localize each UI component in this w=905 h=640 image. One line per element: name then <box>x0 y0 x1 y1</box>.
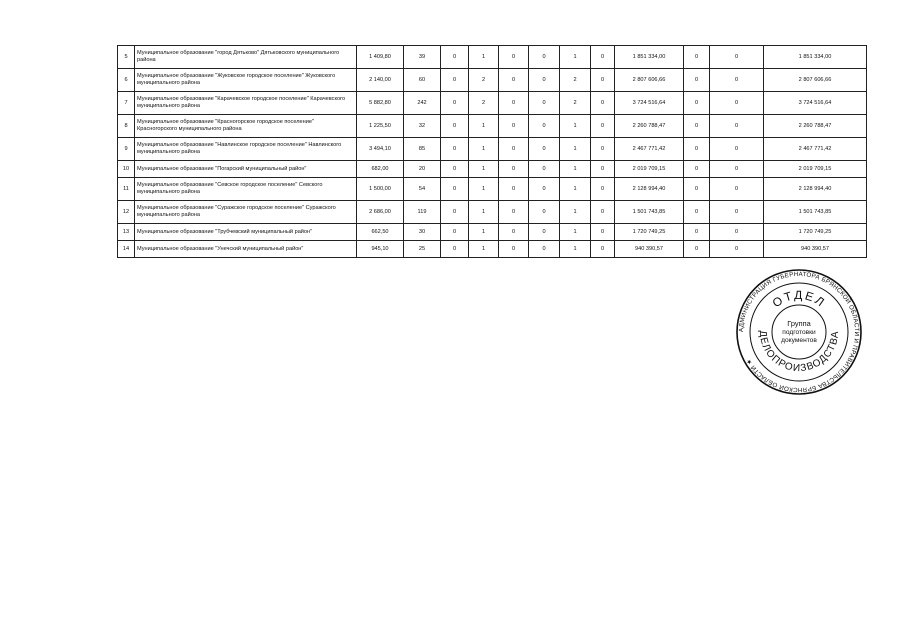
cell-people: 25 <box>404 241 441 258</box>
cell-area: 682,00 <box>357 161 404 178</box>
cell-c3: 0 <box>499 138 529 161</box>
cell-total: 2 019 709,15 <box>764 161 867 178</box>
cell-c8: 0 <box>710 115 764 138</box>
cell-c2: 1 <box>469 224 499 241</box>
cell-c2: 1 <box>469 46 499 69</box>
cell-c4: 0 <box>529 161 560 178</box>
cell-n: 8 <box>118 115 135 138</box>
cell-c8: 0 <box>710 161 764 178</box>
cell-c1: 0 <box>441 161 469 178</box>
cell-c7: 0 <box>684 178 710 201</box>
cell-c1: 0 <box>441 201 469 224</box>
cell-n: 12 <box>118 201 135 224</box>
cell-c2: 1 <box>469 138 499 161</box>
cell-c7: 0 <box>684 241 710 258</box>
cell-c4: 0 <box>529 138 560 161</box>
cell-c1: 0 <box>441 178 469 201</box>
cell-total: 1 720 749,25 <box>764 224 867 241</box>
cell-c1: 0 <box>441 46 469 69</box>
cell-c5: 1 <box>560 224 591 241</box>
cell-c3: 0 <box>499 92 529 115</box>
cell-c6: 0 <box>591 201 615 224</box>
cell-c2: 2 <box>469 92 499 115</box>
cell-total: 2 260 788,47 <box>764 115 867 138</box>
cell-c7: 0 <box>684 115 710 138</box>
cell-c2: 1 <box>469 201 499 224</box>
cell-people: 119 <box>404 201 441 224</box>
cell-c3: 0 <box>499 241 529 258</box>
stamp-ring-text: АДМИНИСТРАЦИЯ ГУБЕРНАТОРА БРЯНСКОЙ ОБЛАСТИ И ПРАВИТЕЛЬСТВА БРЯНСКОЙ ОБЛАСТИ ★ <box>737 270 861 394</box>
cell-area: 3 494,10 <box>357 138 404 161</box>
cell-c5: 1 <box>560 241 591 258</box>
cell-sum: 2 128 994,40 <box>615 178 684 201</box>
cell-sum: 2 807 606,66 <box>615 69 684 92</box>
cell-n: 14 <box>118 241 135 258</box>
cell-c6: 0 <box>591 138 615 161</box>
cell-c7: 0 <box>684 224 710 241</box>
table-row <box>118 224 867 241</box>
cell-c3: 0 <box>499 161 529 178</box>
table-row <box>118 115 867 138</box>
cell-total: 1 501 743,85 <box>764 201 867 224</box>
cell-people: 54 <box>404 178 441 201</box>
cell-total: 940 390,57 <box>764 241 867 258</box>
cell-area: 2 140,00 <box>357 69 404 92</box>
cell-sum: 1 720 749,25 <box>615 224 684 241</box>
cell-c3: 0 <box>499 115 529 138</box>
cell-name: Муниципальное образование "Жуковское городское поселение" Жуковского муниципального района <box>135 69 357 92</box>
cell-n: 11 <box>118 178 135 201</box>
cell-total: 1 851 334,00 <box>764 46 867 69</box>
cell-people: 20 <box>404 161 441 178</box>
cell-n: 9 <box>118 138 135 161</box>
cell-c5: 1 <box>560 178 591 201</box>
cell-c3: 0 <box>499 69 529 92</box>
cell-name: Муниципальное образование "Унечский муниципальный район" <box>135 241 357 258</box>
cell-c4: 0 <box>529 69 560 92</box>
cell-sum: 3 724 516,64 <box>615 92 684 115</box>
cell-name: Муниципальное образование "Карачевское городское поселение" Карачевского муниципального района <box>135 92 357 115</box>
cell-c5: 1 <box>560 115 591 138</box>
cell-people: 32 <box>404 115 441 138</box>
cell-name: Муниципальное образование "Навлинское городское поселение" Навлинского муниципального района <box>135 138 357 161</box>
cell-total: 2 128 994,40 <box>764 178 867 201</box>
cell-c7: 0 <box>684 46 710 69</box>
cell-c2: 1 <box>469 178 499 201</box>
table-row <box>118 201 867 224</box>
cell-c3: 0 <box>499 46 529 69</box>
cell-c8: 0 <box>710 178 764 201</box>
cell-n: 6 <box>118 69 135 92</box>
cell-c7: 0 <box>684 161 710 178</box>
cell-people: 242 <box>404 92 441 115</box>
cell-c6: 0 <box>591 46 615 69</box>
cell-people: 39 <box>404 46 441 69</box>
cell-c2: 1 <box>469 161 499 178</box>
office-stamp <box>735 268 863 396</box>
cell-c6: 0 <box>591 69 615 92</box>
cell-c5: 1 <box>560 161 591 178</box>
cell-sum: 1 851 334,00 <box>615 46 684 69</box>
cell-sum: 2 467 771,42 <box>615 138 684 161</box>
stamp-center-line1: Группа <box>787 319 811 328</box>
cell-c2: 2 <box>469 69 499 92</box>
cell-c8: 0 <box>710 138 764 161</box>
cell-c5: 2 <box>560 92 591 115</box>
stamp-bottom-text: ДЕЛОПРОИЗВОДСТВА <box>756 330 842 375</box>
cell-c7: 0 <box>684 201 710 224</box>
cell-c6: 0 <box>591 92 615 115</box>
cell-c1: 0 <box>441 241 469 258</box>
cell-c4: 0 <box>529 115 560 138</box>
cell-people: 85 <box>404 138 441 161</box>
table-row <box>118 241 867 258</box>
table-body <box>118 46 867 258</box>
cell-c6: 0 <box>591 115 615 138</box>
cell-c8: 0 <box>710 224 764 241</box>
cell-name: Муниципальное образование "Суражское городское поселение" Суражского муниципального района <box>135 201 357 224</box>
table-row <box>118 178 867 201</box>
cell-c6: 0 <box>591 224 615 241</box>
cell-c6: 0 <box>591 178 615 201</box>
cell-c6: 0 <box>591 161 615 178</box>
cell-name: Муниципальное образование "Погарский муниципальный район" <box>135 161 357 178</box>
table-row <box>118 92 867 115</box>
cell-sum: 2 019 709,15 <box>615 161 684 178</box>
cell-c7: 0 <box>684 69 710 92</box>
cell-name: Муниципальное образование "Севское городское поселение" Севского муниципального района <box>135 178 357 201</box>
cell-n: 13 <box>118 224 135 241</box>
cell-area: 945,10 <box>357 241 404 258</box>
cell-c8: 0 <box>710 46 764 69</box>
stamp-center-line3: документов <box>781 337 817 344</box>
cell-c7: 0 <box>684 138 710 161</box>
budget-table <box>117 45 867 258</box>
cell-c6: 0 <box>591 241 615 258</box>
cell-c4: 0 <box>529 241 560 258</box>
cell-c1: 0 <box>441 92 469 115</box>
cell-c1: 0 <box>441 138 469 161</box>
cell-people: 60 <box>404 69 441 92</box>
cell-c2: 1 <box>469 115 499 138</box>
cell-c4: 0 <box>529 178 560 201</box>
cell-area: 662,50 <box>357 224 404 241</box>
cell-c4: 0 <box>529 201 560 224</box>
cell-c3: 0 <box>499 224 529 241</box>
table-row <box>118 69 867 92</box>
cell-n: 5 <box>118 46 135 69</box>
cell-people: 30 <box>404 224 441 241</box>
cell-sum: 1 501 743,85 <box>615 201 684 224</box>
cell-total: 2 467 771,42 <box>764 138 867 161</box>
cell-c3: 0 <box>499 201 529 224</box>
cell-c7: 0 <box>684 92 710 115</box>
cell-c5: 1 <box>560 201 591 224</box>
cell-c4: 0 <box>529 46 560 69</box>
stamp-center-line2: подготовки <box>782 329 816 336</box>
cell-c4: 0 <box>529 92 560 115</box>
stamp-top-text: ОТДЕЛ <box>769 287 829 311</box>
cell-area: 1 409,80 <box>357 46 404 69</box>
cell-c1: 0 <box>441 115 469 138</box>
cell-area: 1 500,00 <box>357 178 404 201</box>
cell-name: Муниципальное образование "город Дятьково" Дятьковского муниципального района <box>135 46 357 69</box>
cell-c3: 0 <box>499 178 529 201</box>
cell-total: 2 807 606,66 <box>764 69 867 92</box>
cell-n: 10 <box>118 161 135 178</box>
table-row <box>118 46 867 69</box>
cell-c4: 0 <box>529 224 560 241</box>
cell-c5: 1 <box>560 46 591 69</box>
cell-c1: 0 <box>441 69 469 92</box>
cell-n: 7 <box>118 92 135 115</box>
cell-area: 2 686,00 <box>357 201 404 224</box>
table-row <box>118 138 867 161</box>
cell-sum: 2 260 788,47 <box>615 115 684 138</box>
cell-sum: 940 390,57 <box>615 241 684 258</box>
table-row <box>118 161 867 178</box>
cell-c8: 0 <box>710 69 764 92</box>
cell-c8: 0 <box>710 92 764 115</box>
cell-c5: 2 <box>560 69 591 92</box>
cell-area: 5 882,80 <box>357 92 404 115</box>
cell-c8: 0 <box>710 241 764 258</box>
cell-c2: 1 <box>469 241 499 258</box>
cell-name: Муниципальное образование "Трубчевский муниципальный район" <box>135 224 357 241</box>
cell-c1: 0 <box>441 224 469 241</box>
cell-total: 3 724 516,64 <box>764 92 867 115</box>
cell-c8: 0 <box>710 201 764 224</box>
cell-name: Муниципальное образование "Красногорское городское поселение" Красногорского муниципального района <box>135 115 357 138</box>
cell-area: 1 225,50 <box>357 115 404 138</box>
cell-c5: 1 <box>560 138 591 161</box>
